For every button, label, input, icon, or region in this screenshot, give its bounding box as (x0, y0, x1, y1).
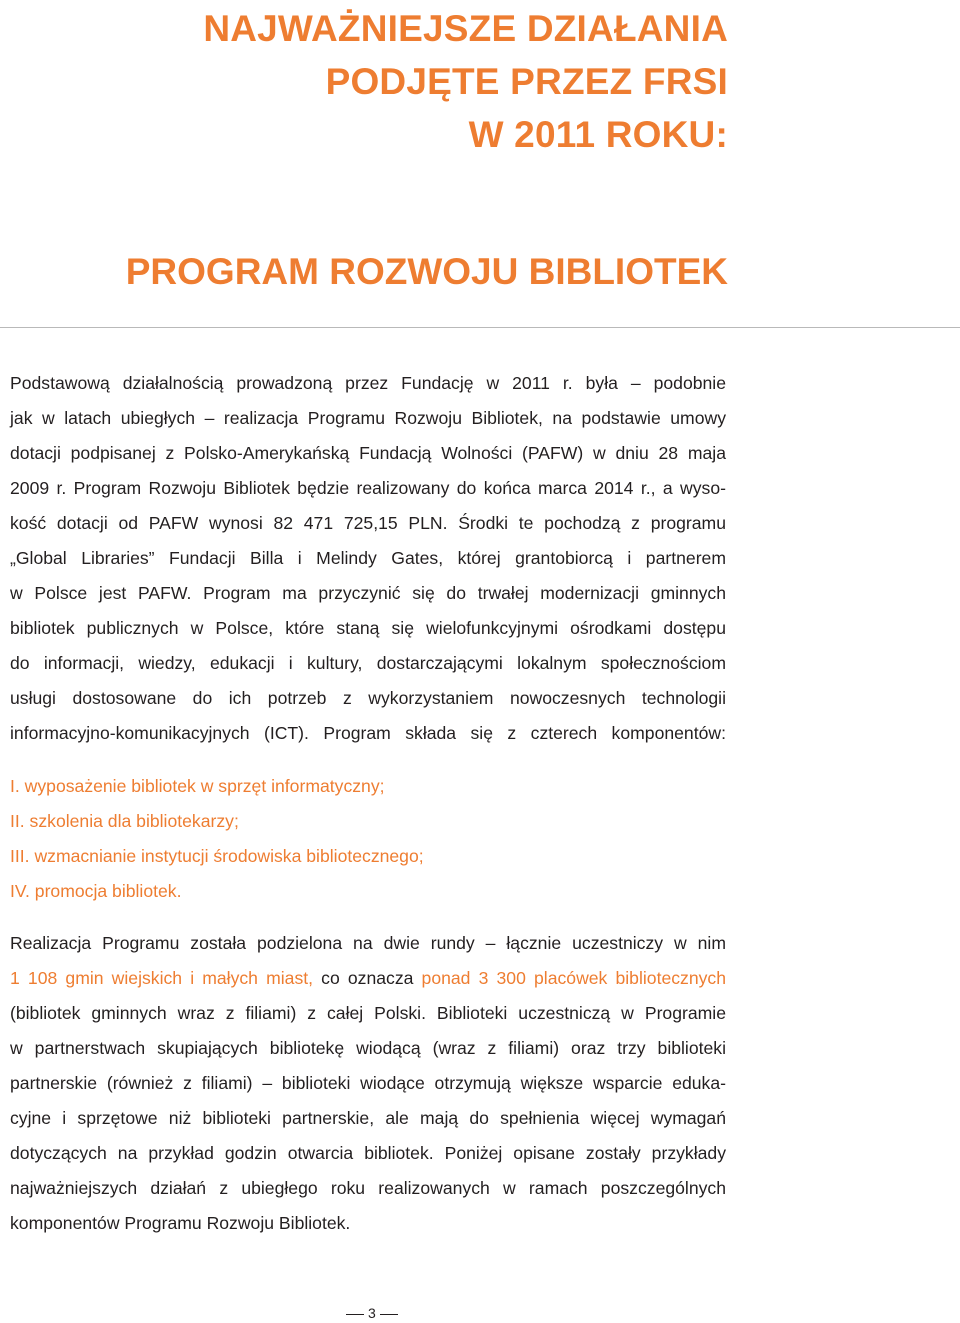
paragraph-line: kość dotacji od PAFW wynosi 82 471 725,15 PLN. Środki te pochodzą z programu (10, 513, 726, 533)
footer-dash-right (380, 1314, 398, 1315)
title-line-2: PODJĘTE PRZEZ FRSI (325, 61, 728, 102)
list-item: II. szkolenia dla bibliotekarzy; (10, 811, 239, 831)
highlight-municipalities: 1 108 gmin wiejskich i małych miast, (10, 968, 314, 988)
paragraph-line: Realizacja Programu została podzielona na dwie rundy – łącznie uczestniczy w nim (10, 933, 726, 953)
paragraph-line: dotacji podpisanej z Polsko-Amerykańską Fundacją Wolności (PAFW) w dniu 28 maja (10, 443, 726, 463)
list-item: III. wzmacnianie instytucji środowiska bibliotecznego; (10, 846, 424, 866)
divider (0, 327, 960, 328)
paragraph-line: 2009 r. Program Rozwoju Bibliotek będzie realizowany do końca marca 2014 r., a wyso- (10, 478, 726, 498)
connector-text: co oznacza (313, 968, 422, 988)
paragraph-line: najważniejszych działań z ubiegłego roku realizowanych w ramach poszczególnych (10, 1178, 726, 1198)
paragraph-line: do informacji, wiedzy, edukacji i kultury, dostarczającymi lokalnym społecznościom (10, 653, 726, 673)
paragraph-line: Podstawową działalnością prowadzoną przez Fundację w 2011 r. była – podobnie (10, 373, 726, 393)
paragraph-line: jak w latach ubiegłych – realizacja Programu Rozwoju Bibliotek, na podstawie umowy (10, 408, 726, 428)
components-list (10, 769, 424, 909)
page-number: 3 (368, 1305, 376, 1321)
paragraph-intro (10, 366, 726, 751)
section-title: PROGRAM ROZWOJU BIBLIOTEK (125, 251, 728, 292)
paragraph-line: usługi dostosowane do ich potrzeb z wykorzystaniem nowoczesnych technologii (10, 688, 726, 708)
paragraph-line: (bibliotek gminnych wraz z filiami) z całej Polski. Biblioteki uczestniczą w Programie (10, 1003, 726, 1023)
footer-dash-left (346, 1314, 364, 1315)
paragraph-line: komponentów Programu Rozwoju Bibliotek. (10, 1213, 351, 1233)
paragraph-line: „Global Libraries” Fundacji Billa i Melindy Gates, której grantobiorcą i partnerem (10, 548, 726, 568)
page-footer (342, 1303, 402, 1323)
title-line-3: W 2011 ROKU: (468, 114, 728, 155)
paragraph-line: dotyczących na przykład godzin otwarcia bibliotek. Poniżej opisane zostały przykłady (10, 1143, 726, 1163)
paragraph-line: w Polsce jest PAFW. Program ma przyczynić się do trwałej modernizacji gminnych (10, 583, 726, 603)
paragraph-line: partnerskie (również z filiami) – biblioteki wiodące otrzymują większe wsparcie eduka- (10, 1073, 726, 1093)
paragraph-line: bibliotek publicznych w Polsce, które staną się wielofunkcyjnymi ośrodkami dostępu (10, 618, 726, 638)
paragraph-rounds (10, 926, 726, 1241)
paragraph-line: cyjne i sprzętowe niż biblioteki partnerskie, ale mają do spełnienia więcej wymagań (10, 1108, 726, 1128)
paragraph-line: informacyjno-komunikacyjnych (ICT). Program składa się z czterech komponentów: (10, 723, 726, 743)
list-item: I. wyposażenie bibliotek w sprzęt informatyczny; (10, 776, 385, 796)
paragraph-line-highlight (10, 961, 726, 996)
list-item: IV. promocja bibliotek. (10, 881, 182, 901)
page-title (203, 2, 728, 161)
paragraph-line: w partnerstwach skupiających bibliotekę wiodącą (wraz z filiami) oraz trzy biblioteki (10, 1038, 726, 1058)
title-line-1: NAJWAŻNIEJSZE DZIAŁANIA (203, 8, 728, 49)
highlight-facilities: ponad 3 300 placówek bibliotecznych (421, 968, 726, 988)
